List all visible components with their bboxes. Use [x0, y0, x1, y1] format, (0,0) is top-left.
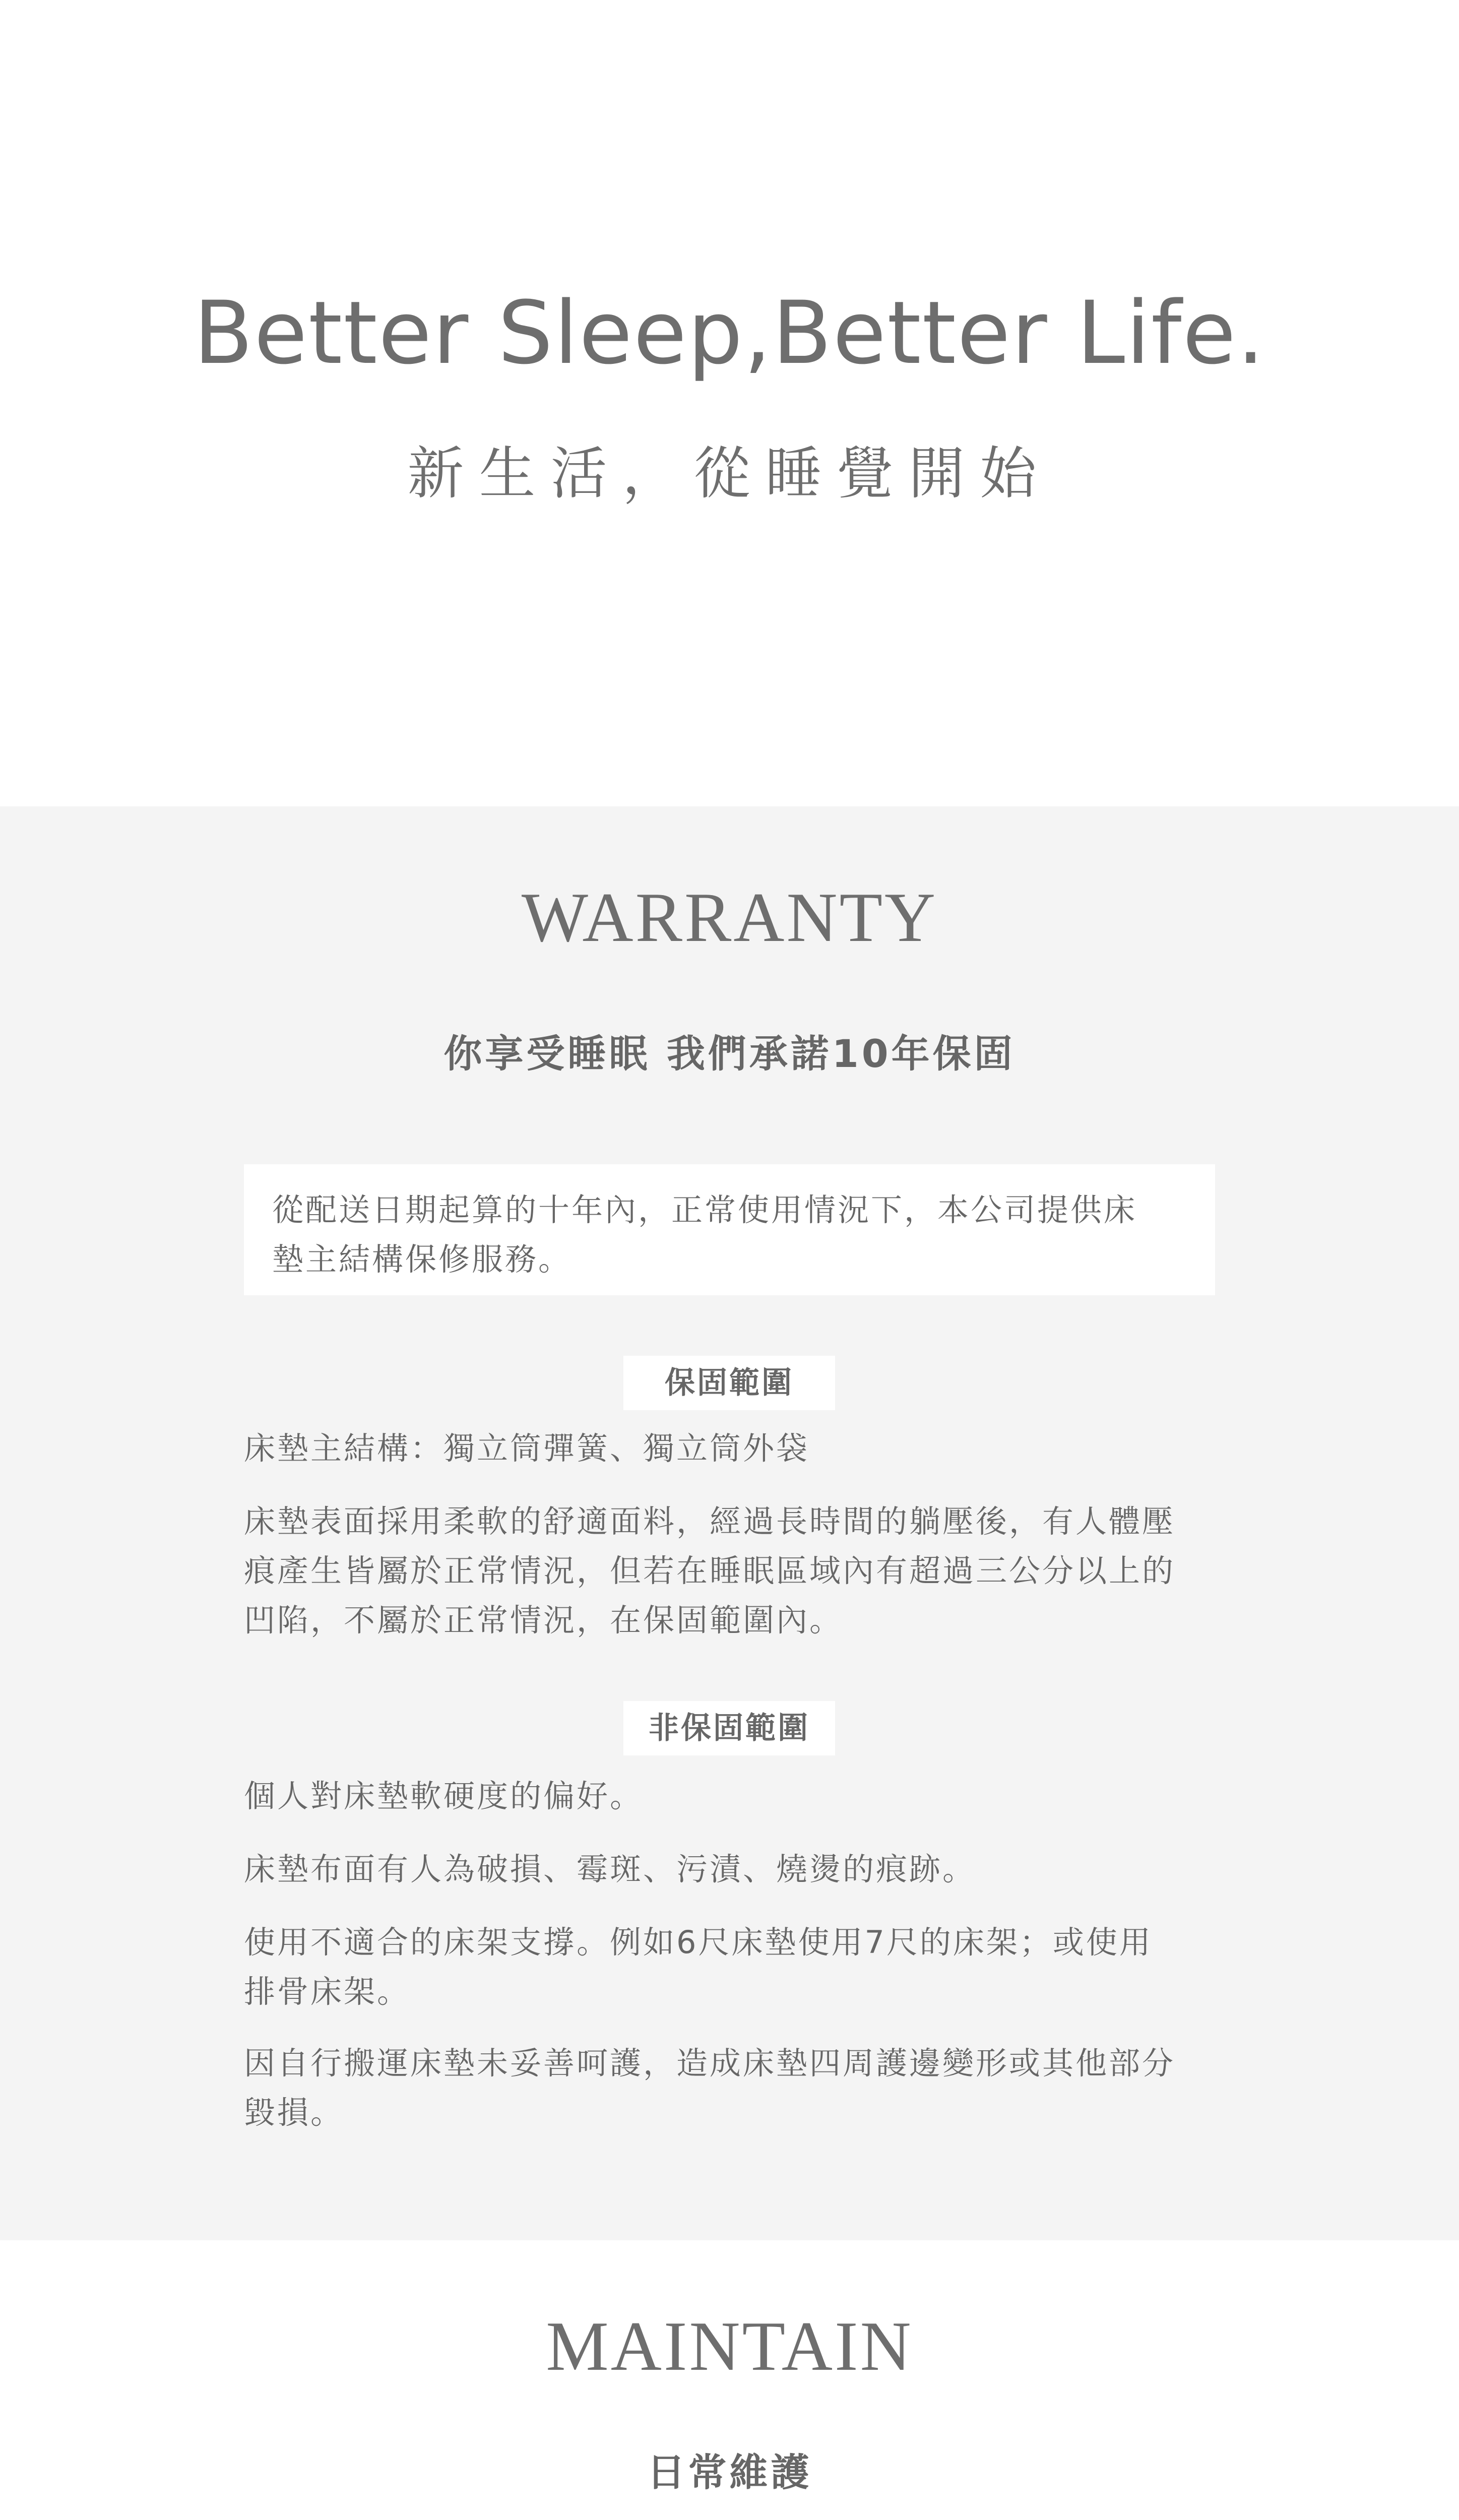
- covered-item-line: 痕產生皆屬於正常情況，但若在睡眠區域內有超過三公分以上的: [244, 1552, 1176, 1589]
- not-covered-item-line: 個人對床墊軟硬度的偏好。: [244, 1778, 644, 1814]
- maintain-section: [0, 2240, 1459, 2520]
- covered-item-line: 凹陷，不屬於正常情況，在保固範圍內。: [244, 1602, 843, 1639]
- hero-section: [0, 0, 1459, 806]
- not-covered-item: [244, 2039, 1215, 2137]
- not-covered-label: 非保固範圍: [623, 1701, 835, 1755]
- maintain-title: MAINTAIN: [546, 2307, 913, 2385]
- warranty-intro-box: [244, 1164, 1215, 1295]
- covered-item-line: 床墊主結構：獨立筒彈簧、獨立筒外袋: [244, 1430, 810, 1467]
- covered-label: 保固範圍: [623, 1356, 835, 1410]
- not-covered-item: [244, 1918, 1215, 2017]
- warranty-title: WARRANTY: [521, 878, 938, 957]
- covered-item: [244, 1424, 1215, 1473]
- covered-item: [244, 1497, 1215, 1645]
- not-covered-item-line: 床墊布面有人為破損、霉斑、污漬、燒燙的痕跡。: [244, 1851, 976, 1887]
- hero-title: Better Sleep,Better Life.: [194, 282, 1265, 384]
- hero-subtitle: 新生活，從睡覺開始: [407, 441, 1052, 507]
- warranty-intro-line: 從配送日期起算的十年內，正常使用情況下，本公司提供床: [272, 1191, 1137, 1228]
- warranty-section: [0, 806, 1459, 2240]
- not-covered-item-line: 毀損。: [244, 2094, 344, 2131]
- maintain-subtitle: 日常維護: [647, 2450, 812, 2495]
- not-covered-item-line: 使用不適合的床架支撐。例如6尺床墊使用7尺的床架；或使用: [244, 1924, 1153, 1961]
- not-covered-item-line: 因自行搬運床墊未妥善呵護，造成床墊四周護邊變形或其他部分: [244, 2045, 1176, 2082]
- not-covered-item: [244, 1845, 1215, 1894]
- not-covered-item: [244, 1772, 1215, 1821]
- covered-item-line: 床墊表面採用柔軟的舒適面料，經過長時間的躺壓後，有人體壓: [244, 1503, 1176, 1540]
- warranty-intro-line: 墊主結構保修服務。: [272, 1241, 572, 1278]
- not-covered-item-line: 排骨床架。: [244, 1973, 411, 2010]
- warranty-subtitle: 你享受睡眠 我們承諾10年保固: [443, 1031, 1016, 1076]
